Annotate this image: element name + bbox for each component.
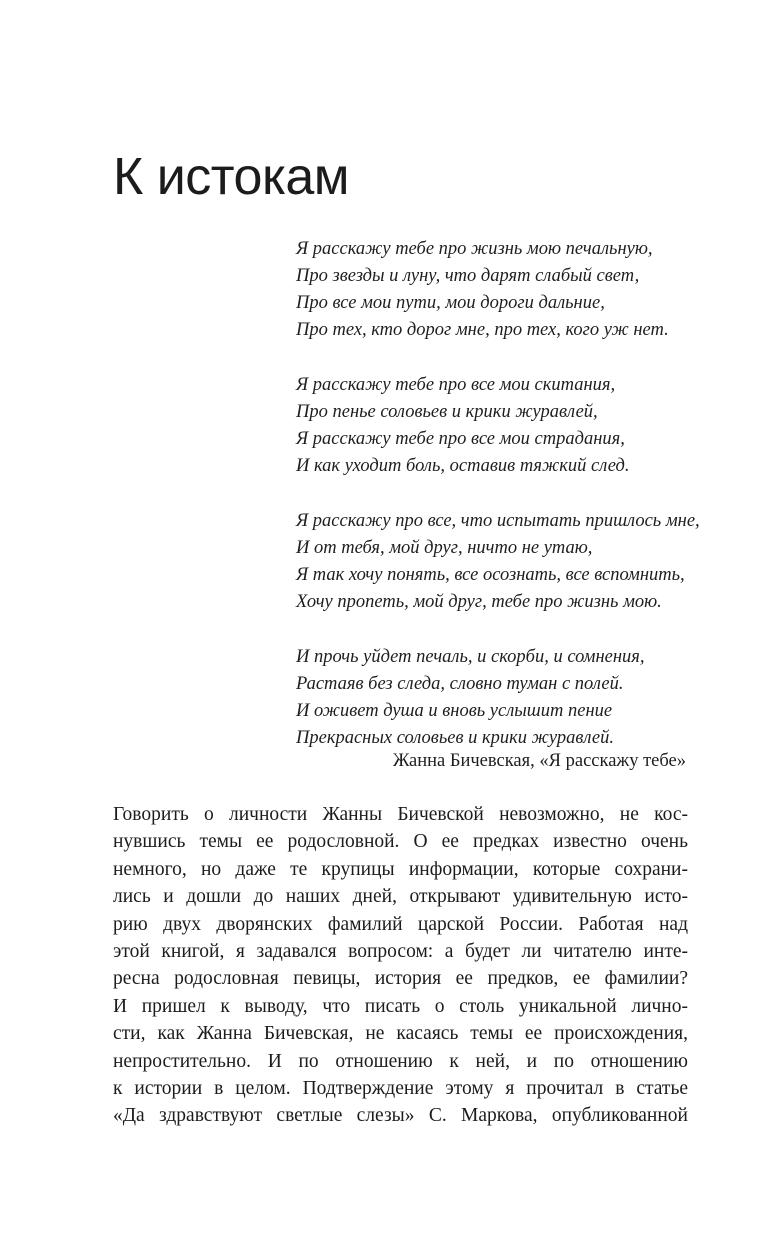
verse-line: Про звезды и луну, что дарят слабый свет, <box>296 266 640 286</box>
body-line: ресна родословная певицы, история ее предков, ее фамилии? <box>113 968 688 990</box>
verse-line: И прочь уйдет печаль, и скорби, и сомнения, <box>296 647 645 667</box>
epigraph <box>296 236 700 752</box>
body-line: нувшись темы ее родословной. О ее предках известно очень <box>113 831 688 853</box>
verse-line: Я так хочу понять, все осознать, все вспомнить, <box>296 565 685 585</box>
epigraph-stanza-2 <box>296 372 696 480</box>
epigraph-stanza-1 <box>296 236 696 344</box>
verse-line: Про тех, кто дорог мне, про тех, кого уж нет. <box>296 320 669 340</box>
body-line: Говорить о личности Жанны Бичевской невозможно, не кос- <box>113 804 688 825</box>
verse-line: Я расскажу про все, что испытать пришлось мне, <box>296 511 700 531</box>
verse-line: Я расскажу тебе про все мои скитания, <box>296 375 616 395</box>
body-line: «Да здравствуют светлые слезы» С. Маркова, опубликованной <box>113 1105 688 1127</box>
verse-line: Я расскажу тебе про жизнь мою печальную, <box>296 239 653 259</box>
body-line: непростительно. И по отношению к ней, и по отношению <box>113 1050 688 1072</box>
epigraph-stanza-3 <box>296 508 700 616</box>
body-line: рию двух дворянских фамилий царской России. Работая над <box>113 913 688 935</box>
body-line: этой книгой, я задавался вопросом: а будет ли читателю инте- <box>113 941 688 963</box>
verse-line: Про все мои пути, мои дороги дальние, <box>296 293 605 313</box>
body-line: сти, как Жанна Бичевская, не касаясь темы ее происхождения, <box>113 1023 688 1045</box>
body-line: лись и дошли до наших дней, открывают удивительную исто- <box>113 886 688 908</box>
body-line: к истории в целом. Подтверждение этому я прочитал в статье <box>113 1078 688 1100</box>
verse-line: Прекрасных соловьев и крики журавлей. <box>296 728 615 748</box>
verse-line: И оживет душа и вновь услышит пение <box>296 701 613 721</box>
verse-line: И как уходит боль, оставив тяжкий след. <box>296 456 630 476</box>
body-line: И пришел к выводу, что писать о столь уникальной лично- <box>113 995 688 1017</box>
epigraph-stanza-4 <box>296 644 696 752</box>
verse-line: Я расскажу тебе про все мои страдания, <box>296 429 625 449</box>
verse-line: И от тебя, мой друг, ничто не утаю, <box>296 538 593 558</box>
epigraph-attribution: Жанна Бичевская, «Я расскажу тебе» <box>392 751 686 771</box>
chapter-title: К истокам <box>113 148 349 206</box>
body-paragraph <box>113 801 688 1130</box>
verse-line: Растаяв без следа, словно туман с полей. <box>296 674 624 694</box>
verse-line: Про пенье соловьев и крики журавлей, <box>296 402 598 422</box>
body-line: немного, но даже те крупицы информации, которые сохрани- <box>113 858 688 880</box>
verse-line: Хочу пропеть, мой друг, тебе про жизнь мою. <box>296 592 662 612</box>
